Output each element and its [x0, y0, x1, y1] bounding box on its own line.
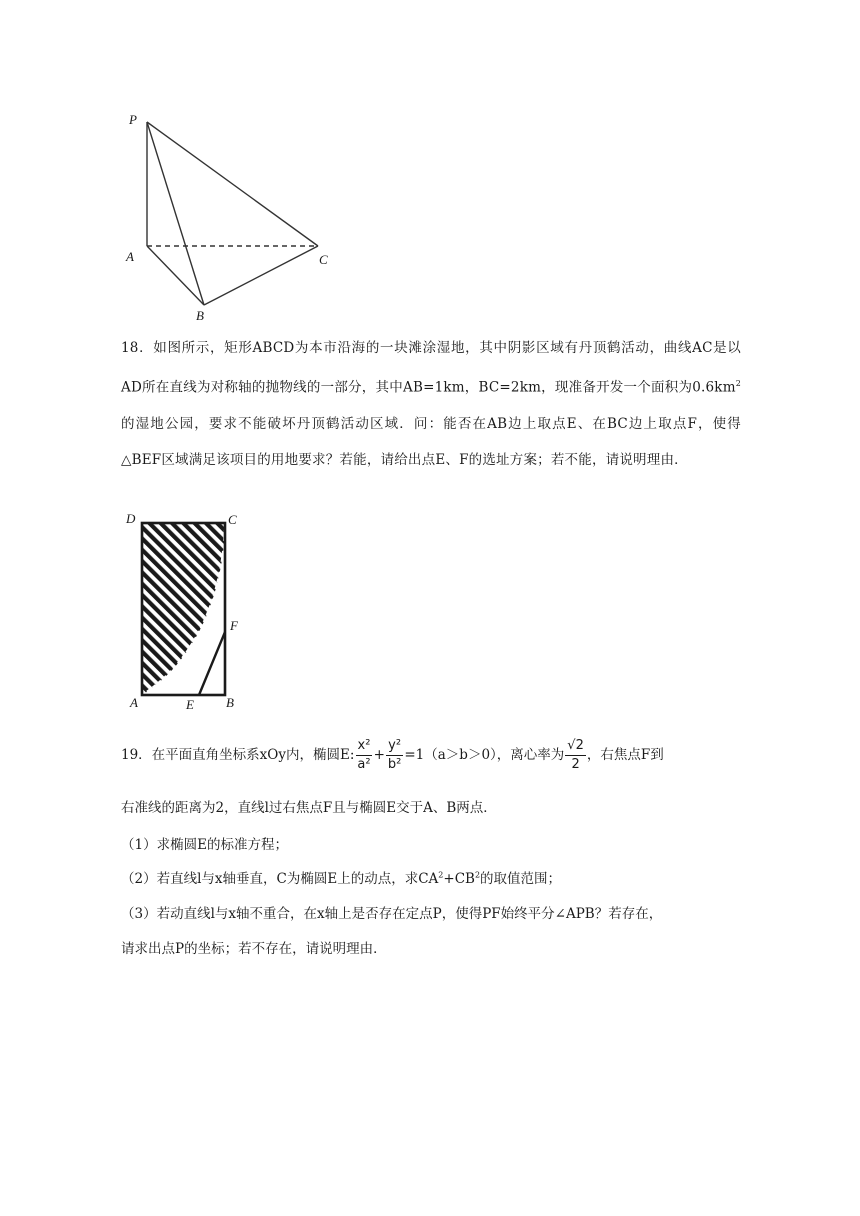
problem-19-tail: ，右焦点F到: [586, 747, 664, 763]
edge-pb: [147, 122, 204, 305]
label-c: C: [319, 252, 328, 267]
frac2-numerator: y²: [386, 737, 403, 756]
subquestion-3-line-2: 请求出点P的坐标；若不存在，请说明理由．: [121, 941, 387, 957]
frac1-denominator: a²: [357, 757, 371, 772]
problem-19-second-line: 右准线的距离为2，直线l过右焦点F且与椭圆E交于A、B两点．: [121, 800, 497, 816]
tetrahedron-figure: [120, 108, 340, 323]
label-a: A: [126, 249, 134, 264]
fraction-y2-over-b2: [386, 737, 403, 774]
sub2-superscript-1: 2: [438, 870, 444, 880]
label-d: D: [126, 511, 136, 526]
problem-19-first-line: [121, 737, 664, 774]
frac1-numerator: x²: [356, 737, 373, 756]
subquestion-3-line-1: （3）若动直线l与x轴不重合，在x轴上是否存在定点P，使得PF始终平分∠APB？若存在，: [121, 906, 663, 922]
problem-18-part2: 的湿地公园，要求不能破坏丹顶鹤活动区域．问：能否在AB边上取点E、在BC边上取点F，使得△BEF区域满足该项目的用地要求？若能，请给出点E、F的选址方案；若不能，请说明理由．: [121, 415, 741, 468]
crane-activity-shaded-region: [142, 523, 225, 695]
edge-bc: [204, 246, 318, 305]
problem-18-text: [121, 330, 741, 478]
sub2-part-b: +CB: [443, 871, 475, 887]
ecc-numerator: √2: [565, 737, 586, 756]
fraction-x2-over-a2: [355, 737, 372, 774]
label-c: C: [228, 512, 237, 527]
problem-18-part1: 18．如图所示，矩形ABCD为本市沿海的一块滩涂湿地，其中阴影区域有丹顶鹤活动，曲线AC是以AD所在直线为对称轴的抛物线的一部分，其中AB=1km，BC=2km，现准备开发一个面积为0.6km: [121, 340, 741, 396]
segment-ef: [199, 632, 225, 695]
frac2-denominator: b²: [387, 757, 402, 772]
ecc-denominator: 2: [571, 757, 580, 772]
edge-pc: [147, 122, 318, 246]
problem-19-intro: 19．在平面直角坐标系xOy内，椭圆E:: [121, 747, 355, 763]
subquestion-1: （1）求椭圆E的标准方程；: [121, 837, 288, 853]
label-b: B: [226, 695, 234, 710]
label-b: B: [196, 308, 204, 323]
label-f: F: [230, 618, 238, 633]
plus-sign: +: [373, 747, 385, 763]
sub2-part-a: （2）若直线l与x轴垂直，C为椭圆E上的动点，求CA: [121, 871, 439, 887]
label-e: E: [186, 697, 194, 712]
sub2-part-c: 的取值范围；: [480, 871, 562, 887]
wetland-rectangle-figure: [120, 508, 260, 713]
label-a: A: [130, 695, 138, 710]
area-unit-superscript: 2: [735, 379, 741, 388]
eccentricity-fraction: [565, 737, 586, 774]
label-p: P: [129, 112, 137, 127]
sub2-superscript-2: 2: [474, 870, 481, 880]
subquestion-2: [121, 867, 561, 887]
equation-condition: =1（a＞b＞0），离心率为: [404, 747, 565, 763]
